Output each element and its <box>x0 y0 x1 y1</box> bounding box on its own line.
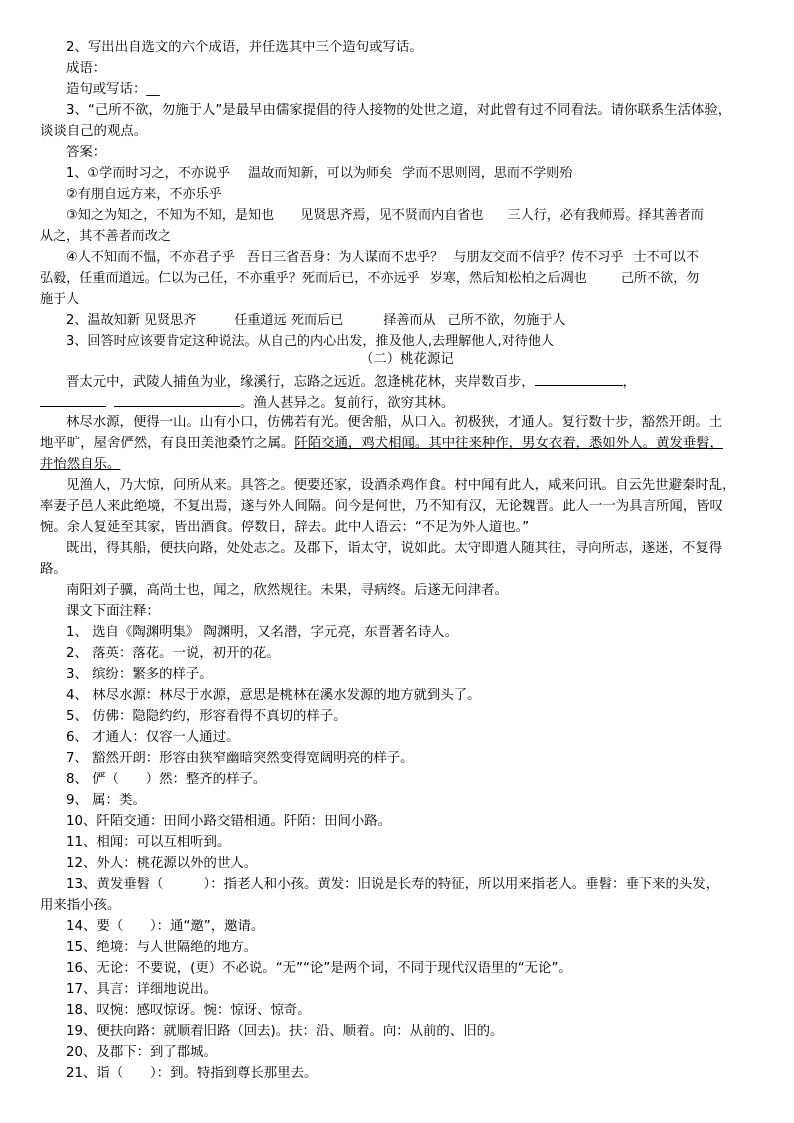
note-item: 3、 缤纷：繁多的样子。 <box>66 667 213 682</box>
question-3-line2: 谈谈自己的观点。 <box>40 124 148 139</box>
note-item: 5、 仿佛：隐隐约约，形容看得不真切的样子。 <box>66 709 347 724</box>
note-item: 1、 选自《陶渊明集》 陶渊明，又名潜，字元亮，东晋著名诗人。 <box>66 625 458 640</box>
note-item: 21、诣（ ）：到。特指到尊长那里去。 <box>66 1066 318 1081</box>
text-line-11: 南阳刘子骥，高尚士也，闻之，欣然规往。未果，寻病终。后遂无问津者。 <box>66 583 508 598</box>
answer-label: 答案： <box>66 145 107 160</box>
answer-1-line3: ③知之为知之，不知为不知，是知也 见贤思齐焉，见不贤而内自省也 三人行，必有我师焉。择其善者而 <box>66 208 704 223</box>
answer-3: 3、回答时应该要肯定这种说法。从自己的内心出发，推及他人,去理解他人,对待他人 <box>66 334 555 349</box>
text-line-10: 路。 <box>40 562 67 577</box>
fill-blank-2[interactable] <box>40 394 106 407</box>
note-item: 14、要（ ）：通“邀”，邀请。 <box>66 919 265 934</box>
text-line-6: 见渔人，乃大惊，问所从来。具答之。便要还家，设酒杀鸡作食。村中闻有此人，咸来问讯。自云先世避秦时乱， <box>66 478 736 493</box>
note-item: 4、 林尽水源：林尽于水源，意思是桃林在溪水发源的地方就到头了。 <box>66 688 481 703</box>
note-item: 19、便扶向路：就顺着旧路（回去)。扶：沿、顺着。向：从前的、旧的。 <box>66 1024 504 1039</box>
note-item: 15、绝境：与人世隔绝的地方。 <box>66 940 258 955</box>
note-item: 17、具言：详细地说出。 <box>66 982 217 997</box>
answer-1-line7: 施于人 <box>40 292 80 307</box>
note-item: 用来指小孩。 <box>40 898 121 913</box>
answer-1-line4: 从之，其不善者而改之 <box>40 229 171 244</box>
answer-1-line1: 1、①学而时习之，不亦说乎 温故而知新，可以为师矣 学而不思则罔，思而不学则殆 <box>66 166 573 181</box>
note-item: 16、无论：不要说，(更）不必说。“无”“论”是两个词，不同于现代汉语里的“无论”。 <box>66 961 572 976</box>
note-item: 18、叹惋：感叹惊讶。惋：惊讶、惊奇。 <box>66 1003 311 1018</box>
answer-1-line6: 弘毅，任重而道远。仁以为己任，不亦重乎？死而后已，不亦远乎 岁寒，然后知松柏之后凋也 己所不欲，勿 <box>40 271 700 286</box>
note-item: 2、 落英：落花。一说，初开的花。 <box>66 646 280 661</box>
note-item: 7、 豁然开朗：形容由狭窄幽暗突然变得宽阔明亮的样子。 <box>66 751 414 766</box>
chengyu-label: 成语： <box>66 61 107 76</box>
note-item: 10、阡陌交通：田间小路交错相通。阡陌：田间小路。 <box>66 814 392 829</box>
text-line-7: 率妻子邑人来此绝境，不复出焉，遂与外人间隔。问今是何世，乃不知有汉，无论魏晋。此人一一为具言所闻，皆叹 <box>40 499 723 514</box>
answer-1-line5: ④人不知而不愠，不亦君子乎 吾日三省吾身：为人谋而不忠乎？ 与朋友交而不信乎？传不习乎 士不可以不 <box>66 250 699 265</box>
note-item: 12、外人：桃花源以外的世人。 <box>66 856 258 871</box>
note-item: 9、 属：类。 <box>66 793 146 808</box>
text-line-1: 晋太元中，武陵人捕鱼为业，缘溪行，忘路之远近。忽逢桃花林，夹岸数百步， ， <box>66 375 637 390</box>
note-item: 8、 俨（ ）然：整齐的样子。 <box>66 772 267 787</box>
text-line-5: 并怡然自乐。 <box>40 457 121 472</box>
note-item: 20、及郡下：到了郡城。 <box>66 1045 217 1060</box>
zaoju-label: 造句或写话：__ <box>66 82 160 97</box>
text-line-2: 。渔人甚异之。复前行，欲穷其林。 <box>40 394 758 412</box>
answer-1-line2: ②有朋自远方来，不亦乐乎 <box>66 187 222 202</box>
note-item: 6、 才通人：仅容一人通过。 <box>66 730 240 745</box>
text-line-8: 惋。余人复延至其家，皆出酒食。停数日，辞去。此中人语云：“不足为外人道也。” <box>40 520 530 535</box>
text-line-9: 既出，得其船，便扶向路，处处志之。及郡下，诣太守，说如此。太守即遣人随其往，寻向所志，遂迷，不复得 <box>66 541 723 556</box>
note-item: 11、相闻：可以互相听到。 <box>66 835 231 850</box>
fill-blank-1[interactable] <box>535 373 623 386</box>
text-line-3: 林尽水源，便得一山。山有小口，仿佛若有光。便舍船，从口入。初极狭，才通人。复行数十步，豁然开朗。土 <box>66 415 723 430</box>
note-item: 13、黄发垂髫（ ）：指老人和小孩。黄发：旧说是长寿的特征，所以用来指老人。垂髫：垂下来的头发， <box>66 877 720 892</box>
section-title: （二）桃花源记 <box>360 352 454 367</box>
answer-2: 2、温故知新 见贤思齐 任重道远 死而后已 择善而从 己所不欲，勿施于人 <box>66 313 566 328</box>
question-3-line1: 3、“己所不欲，勿施于人”是最早由儒家提倡的待人接物的处世之道，对此曾有过不同看法。请你联系生活体验， <box>66 103 732 118</box>
question-2: 2、写出出自选文的六个成语，并任选其中三个造句或写话。 <box>66 40 423 55</box>
text-line-4: 地平旷，屋舍俨然，有良田美池桑竹之属。阡陌交通，鸡犬相闻。其中往来种作，男女衣着，悉如外人。黄发垂髫， <box>40 436 723 451</box>
fill-blank-3[interactable] <box>114 394 240 407</box>
notes-label: 课文下面注释： <box>66 604 160 619</box>
